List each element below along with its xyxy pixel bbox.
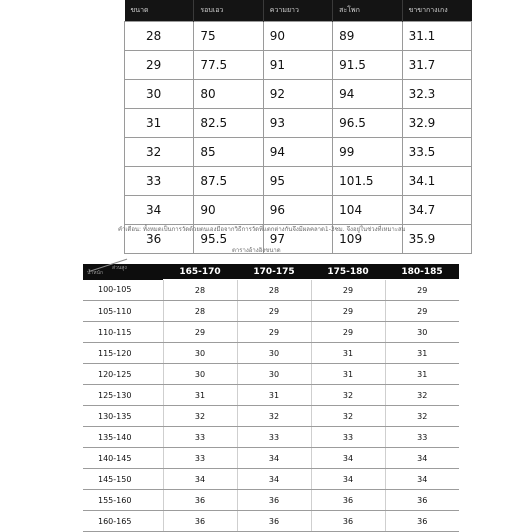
reference-body bbox=[83, 280, 459, 532]
row-label: 160-165 bbox=[83, 511, 163, 532]
table-cell: 33 bbox=[163, 427, 237, 448]
row-label: 155-160 bbox=[83, 490, 163, 511]
table-cell: 32.9 bbox=[402, 109, 471, 138]
table-cell: 30 bbox=[125, 80, 194, 109]
table-cell: 31.7 bbox=[402, 51, 471, 80]
row-label: 140-145 bbox=[83, 448, 163, 469]
table-cell: 34 bbox=[385, 469, 459, 490]
row-label: 120-125 bbox=[83, 364, 163, 385]
table-cell: 90 bbox=[263, 22, 332, 51]
table-row bbox=[83, 448, 459, 469]
table-cell: 36 bbox=[163, 490, 237, 511]
table-cell: 30 bbox=[237, 364, 311, 385]
table-cell: 75 bbox=[194, 22, 263, 51]
header-leg: ขาขากางเกง bbox=[402, 0, 471, 22]
table-cell: 29 bbox=[237, 301, 311, 322]
table-row bbox=[83, 364, 459, 385]
table-row bbox=[83, 427, 459, 448]
size-chart-table bbox=[124, 0, 472, 254]
table-cell: 32 bbox=[311, 406, 385, 427]
table-row bbox=[83, 343, 459, 364]
table-cell: 31 bbox=[125, 109, 194, 138]
table-row bbox=[125, 138, 472, 167]
table-row bbox=[83, 469, 459, 490]
table-cell: 31 bbox=[385, 343, 459, 364]
row-label: 125-130 bbox=[83, 385, 163, 406]
table-cell: 30 bbox=[237, 343, 311, 364]
table-row bbox=[83, 322, 459, 343]
table-cell: 96.5 bbox=[333, 109, 402, 138]
table-cell: 31 bbox=[311, 364, 385, 385]
table-row bbox=[125, 51, 472, 80]
table-cell: 30 bbox=[163, 343, 237, 364]
table-cell: 28 bbox=[237, 280, 311, 301]
table-cell: 32 bbox=[385, 406, 459, 427]
size-reference-table bbox=[83, 264, 459, 532]
table-row bbox=[83, 511, 459, 532]
table-cell: 36 bbox=[125, 225, 194, 254]
table-cell: 95 bbox=[263, 167, 332, 196]
row-label: 135-140 bbox=[83, 427, 163, 448]
row-label: 115-120 bbox=[83, 343, 163, 364]
table-row bbox=[83, 385, 459, 406]
table-cell: 95.5 bbox=[194, 225, 263, 254]
column-header: 180-185 bbox=[385, 264, 459, 280]
table-cell: 32 bbox=[385, 385, 459, 406]
table-cell: 29 bbox=[163, 322, 237, 343]
size-chart-body bbox=[125, 22, 472, 254]
table-cell: 90 bbox=[194, 196, 263, 225]
table-cell: 36 bbox=[385, 490, 459, 511]
corner-height-label: ส่วนสูง bbox=[112, 265, 127, 271]
table-cell: 28 bbox=[125, 22, 194, 51]
table-cell: 87.5 bbox=[194, 167, 263, 196]
table-row bbox=[125, 109, 472, 138]
table-cell: 80 bbox=[194, 80, 263, 109]
corner-cell bbox=[83, 264, 163, 280]
table-cell: 32.3 bbox=[402, 80, 471, 109]
row-label: 105-110 bbox=[83, 301, 163, 322]
table-cell: 31.1 bbox=[402, 22, 471, 51]
table-cell: 36 bbox=[311, 490, 385, 511]
row-label: 145-150 bbox=[83, 469, 163, 490]
table-cell: 33 bbox=[311, 427, 385, 448]
table-cell: 35.9 bbox=[402, 225, 471, 254]
table-cell: 29 bbox=[237, 322, 311, 343]
table-cell: 34.1 bbox=[402, 167, 471, 196]
table-cell: 33 bbox=[125, 167, 194, 196]
reference-title: ตารางอ้างอิงขนาด bbox=[232, 247, 281, 254]
table-cell: 31 bbox=[163, 385, 237, 406]
size-chart-header-row bbox=[125, 0, 472, 22]
header-length: ความยาว bbox=[263, 0, 332, 22]
table-cell: 29 bbox=[125, 51, 194, 80]
table-cell: 30 bbox=[163, 364, 237, 385]
table-cell: 29 bbox=[311, 322, 385, 343]
table-cell: 32 bbox=[237, 406, 311, 427]
table-row bbox=[125, 80, 472, 109]
table-cell: 92 bbox=[263, 80, 332, 109]
table-cell: 36 bbox=[163, 511, 237, 532]
table-cell: 97 bbox=[263, 225, 332, 254]
table-cell: 28 bbox=[163, 280, 237, 301]
table-cell: 32 bbox=[163, 406, 237, 427]
measurement-note: คำเตือน: ทั้งหมดเป็นการวัดด้วยตนเองมือจากวิธีการวัดที่แตกต่างกันจึงมีผลคลาด1-3ซม. จึงอยู่ในช่วงที่เหมาะสม bbox=[118, 226, 406, 233]
table-cell: 101.5 bbox=[333, 167, 402, 196]
row-label: 130-135 bbox=[83, 406, 163, 427]
table-cell: 33 bbox=[163, 448, 237, 469]
column-header: 170-175 bbox=[237, 264, 311, 280]
table-cell: 32 bbox=[311, 385, 385, 406]
row-label: 100-105 bbox=[83, 280, 163, 301]
table-cell: 36 bbox=[311, 511, 385, 532]
table-cell: 29 bbox=[311, 301, 385, 322]
table-cell: 91 bbox=[263, 51, 332, 80]
table-cell: 31 bbox=[385, 364, 459, 385]
table-row bbox=[83, 280, 459, 301]
table-row bbox=[125, 167, 472, 196]
table-cell: 34 bbox=[125, 196, 194, 225]
table-row bbox=[83, 406, 459, 427]
table-cell: 99 bbox=[333, 138, 402, 167]
table-cell: 104 bbox=[333, 196, 402, 225]
table-cell: 30 bbox=[385, 322, 459, 343]
column-header: 175-180 bbox=[311, 264, 385, 280]
table-cell: 94 bbox=[333, 80, 402, 109]
table-cell: 31 bbox=[311, 343, 385, 364]
table-cell: 36 bbox=[237, 490, 311, 511]
table-cell: 29 bbox=[385, 280, 459, 301]
table-cell: 82.5 bbox=[194, 109, 263, 138]
table-row bbox=[83, 490, 459, 511]
reference-header-row bbox=[83, 264, 459, 280]
table-cell: 31 bbox=[237, 385, 311, 406]
table-cell: 34 bbox=[311, 469, 385, 490]
row-label: 110-115 bbox=[83, 322, 163, 343]
table-cell: 96 bbox=[263, 196, 332, 225]
table-cell: 93 bbox=[263, 109, 332, 138]
table-cell: 33 bbox=[385, 427, 459, 448]
table-row bbox=[83, 301, 459, 322]
table-row bbox=[125, 196, 472, 225]
table-cell: 34 bbox=[385, 448, 459, 469]
table-cell: 29 bbox=[311, 280, 385, 301]
table-cell: 77.5 bbox=[194, 51, 263, 80]
table-cell: 109 bbox=[333, 225, 402, 254]
table-row bbox=[125, 22, 472, 51]
table-cell: 91.5 bbox=[333, 51, 402, 80]
column-header: 165-170 bbox=[163, 264, 237, 280]
table-cell: 36 bbox=[385, 511, 459, 532]
header-waist: รอบเอว bbox=[194, 0, 263, 22]
table-cell: 34 bbox=[237, 448, 311, 469]
table-cell: 32 bbox=[125, 138, 194, 167]
table-cell: 34 bbox=[163, 469, 237, 490]
table-cell: 33 bbox=[237, 427, 311, 448]
table-cell: 34 bbox=[237, 469, 311, 490]
table-cell: 34 bbox=[311, 448, 385, 469]
table-cell: 33.5 bbox=[402, 138, 471, 167]
table-cell: 34.7 bbox=[402, 196, 471, 225]
table-cell: 29 bbox=[385, 301, 459, 322]
header-size: ขนาด bbox=[125, 0, 194, 22]
corner-weight-label: น้ำหนัก bbox=[87, 270, 103, 276]
table-cell: 85 bbox=[194, 138, 263, 167]
table-cell: 89 bbox=[333, 22, 402, 51]
header-hip: สะโพก bbox=[333, 0, 402, 22]
table-cell: 94 bbox=[263, 138, 332, 167]
table-cell: 36 bbox=[237, 511, 311, 532]
table-cell: 28 bbox=[163, 301, 237, 322]
